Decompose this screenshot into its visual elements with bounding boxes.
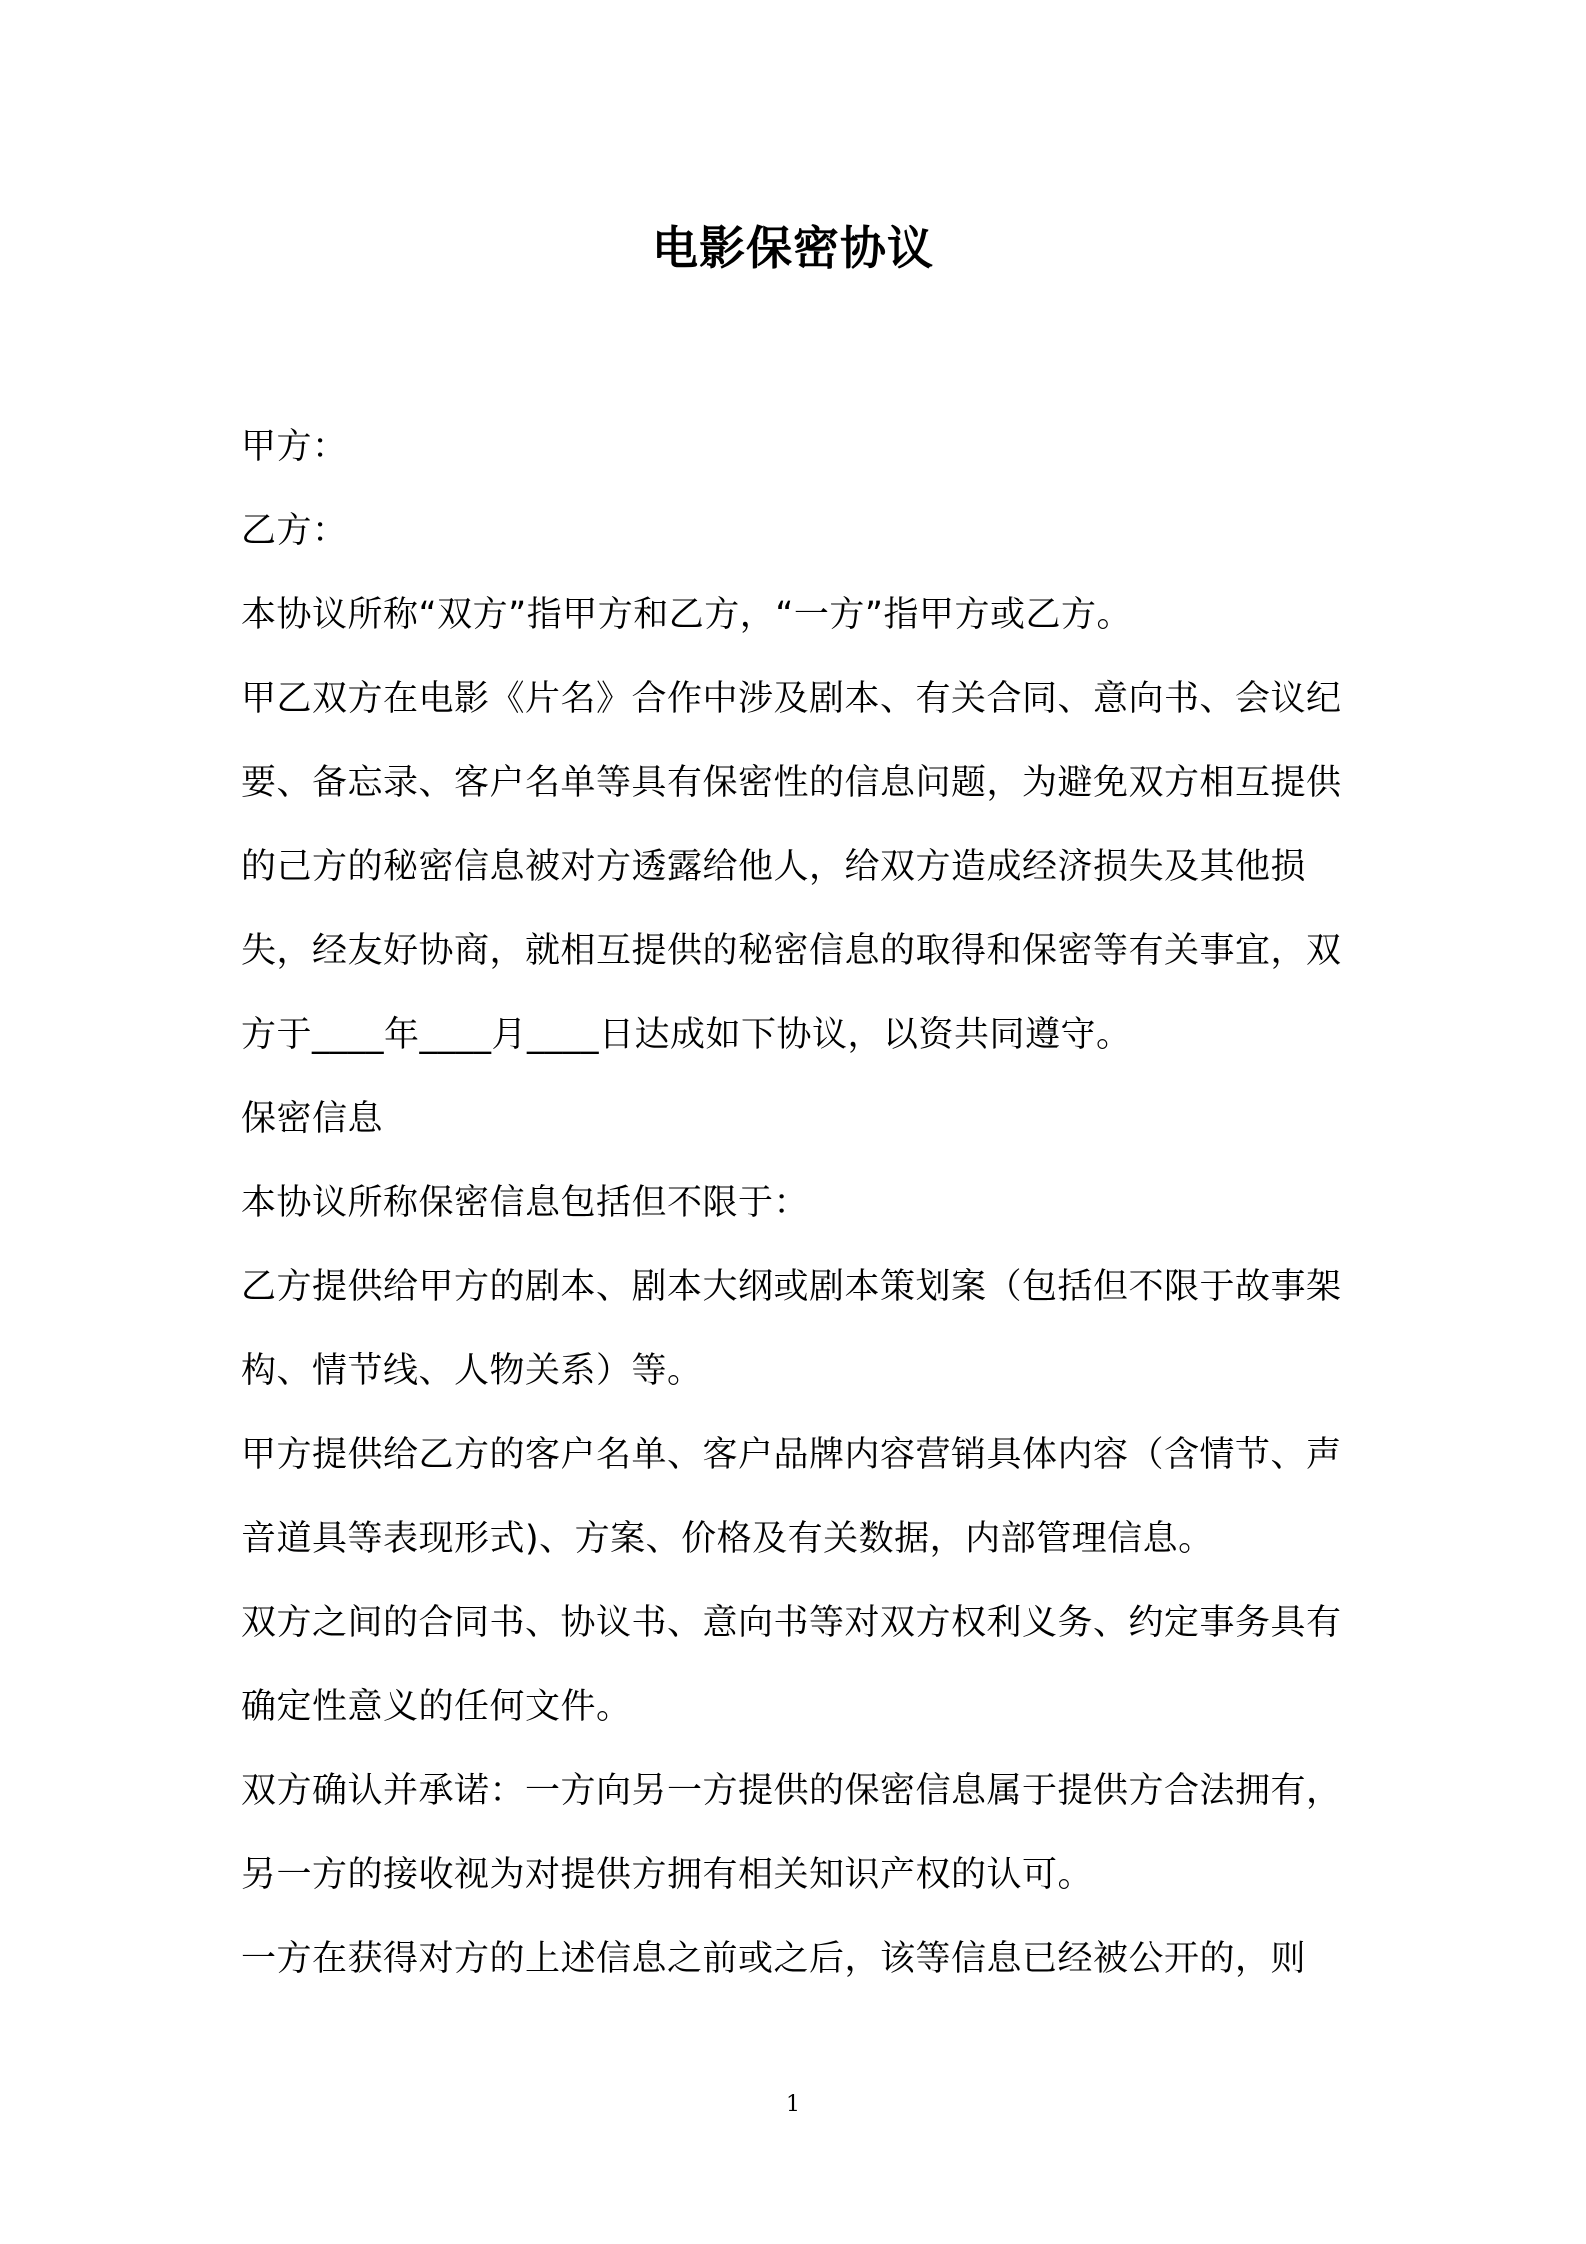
preamble-paragraph: 甲乙双方在电影《片名》合作中涉及剧本、有关合同、意向书、会议纪要、备忘录、客户名单等具有保密性的信息问题，为避免双方相互提供的己方的秘密信息被对方透露给他人，给双方造成经济损失及其他损失，经友好协商，就相互提供的秘密信息的取得和保密等有关事宜，双方于____年____月____日达成如下协议，以资共同遵守。 bbox=[241, 679, 1342, 1055]
confidential-item-contracts: 双方之间的合同书、协议书、意向书等对双方权利义务、约定事务具有确定性意义的任何文件。 bbox=[241, 1603, 1342, 1727]
confirmation-paragraph: 双方确认并承诺：一方向另一方提供的保密信息属于提供方合法拥有，另一方的接收视为对提供方拥有相关知识产权的认可。 bbox=[241, 1771, 1342, 1895]
confidential-item-client-list: 甲方提供给乙方的客户名单、客户品牌内容营销具体内容（含情节、声音道具等表现形式)、方案、价格及有关数据，内部管理信息。 bbox=[241, 1435, 1342, 1559]
party-a-line: 甲方： bbox=[241, 427, 348, 467]
document-body bbox=[241, 405, 1361, 2001]
section-heading-confidential-info: 保密信息 bbox=[241, 1099, 384, 1139]
party-b-line: 乙方： bbox=[241, 511, 348, 551]
document-title: 电影保密协议 bbox=[652, 221, 934, 275]
definition-paragraph: 本协议所称“双方”指甲方和乙方，“一方”指甲方或乙方。 bbox=[241, 595, 1133, 635]
confidential-item-script: 乙方提供给甲方的剧本、剧本大纲或剧本策划案（包括但不限于故事架构、情节线、人物关系）等。 bbox=[241, 1267, 1342, 1391]
page-number: 1 bbox=[786, 2092, 800, 2117]
confidential-info-intro: 本协议所称保密信息包括但不限于： bbox=[241, 1183, 810, 1223]
public-info-paragraph: 一方在获得对方的上述信息之前或之后，该等信息已经被公开的，则 bbox=[241, 1939, 1307, 1979]
